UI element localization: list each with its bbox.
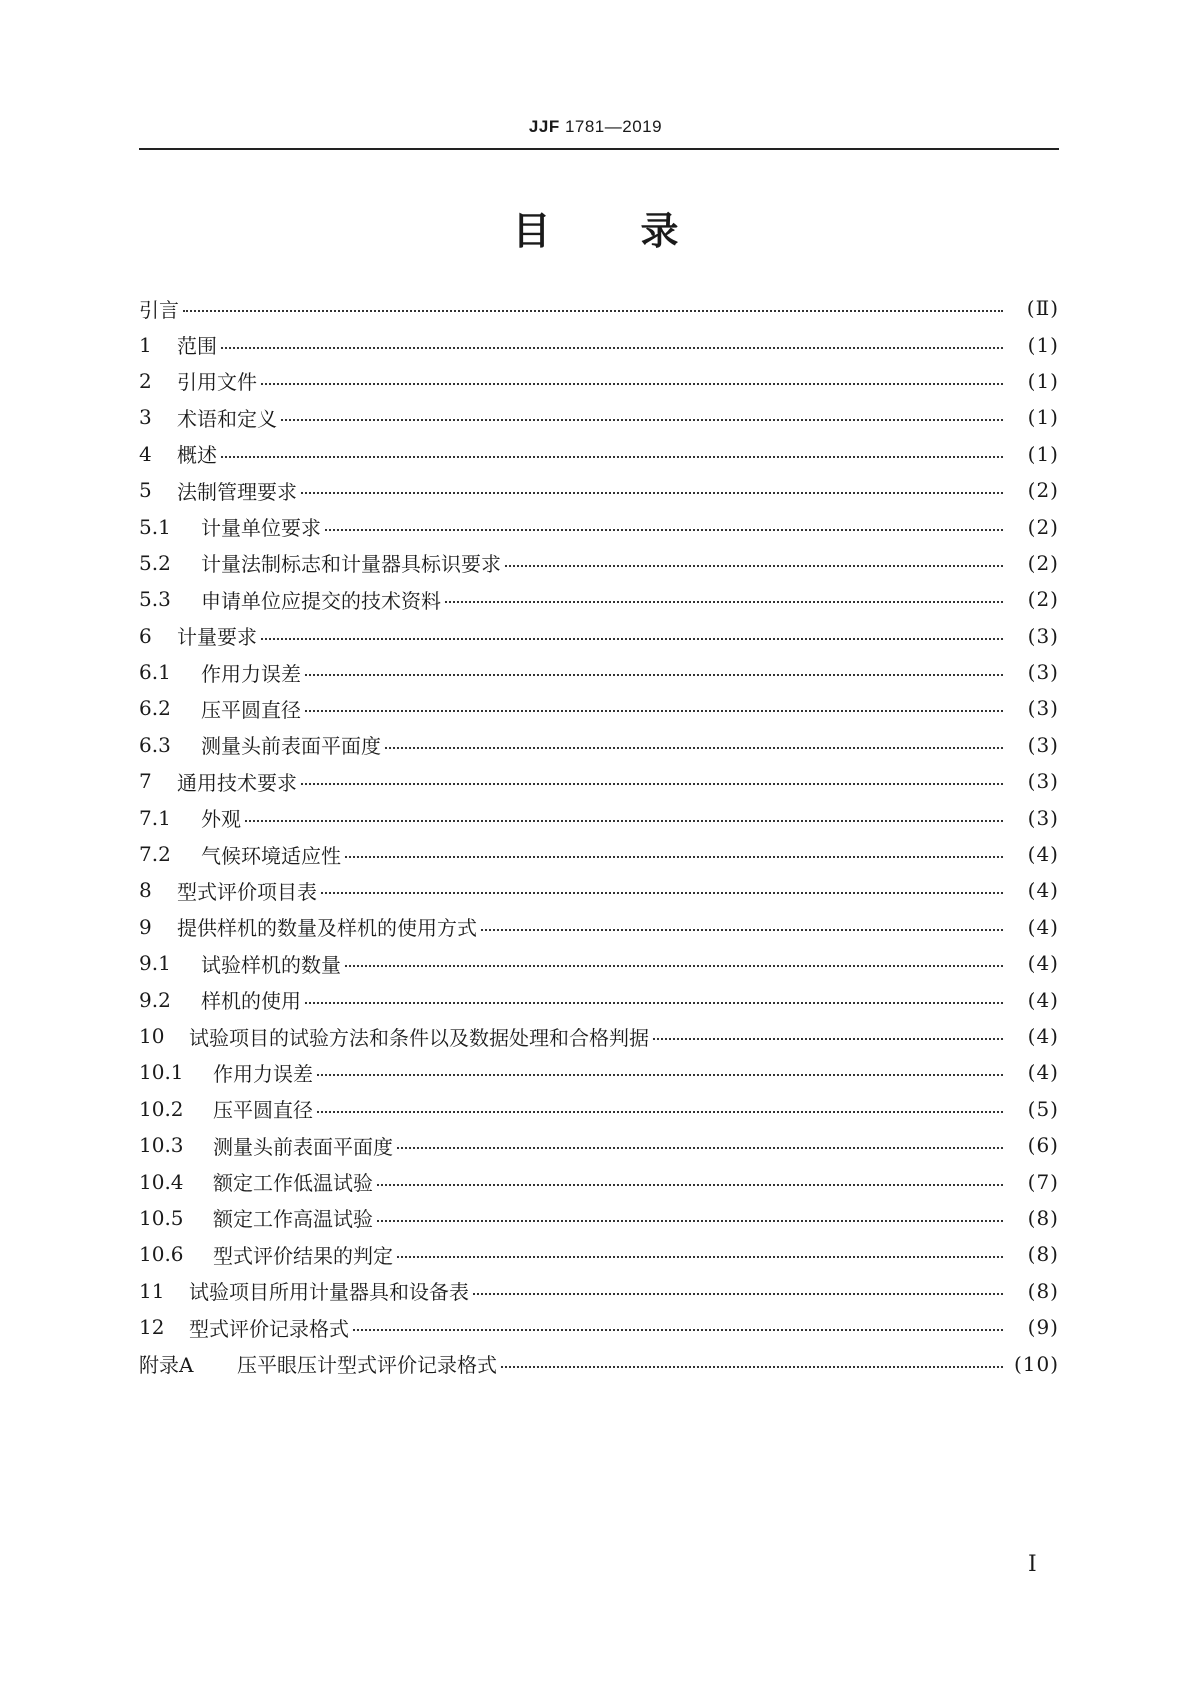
toc-entry-5-1[interactable] xyxy=(139,508,1059,544)
toc-entry-page: (3) xyxy=(1027,660,1059,685)
toc-entry-page: (3) xyxy=(1027,732,1059,757)
toc-entry-number: 9.2 xyxy=(139,987,171,1012)
toc-leader xyxy=(377,1184,1003,1186)
toc-leader xyxy=(221,347,1003,349)
toc-entry-page: (1) xyxy=(1027,405,1059,430)
toc-leader xyxy=(397,1256,1003,1258)
document-code-prefix: JJF xyxy=(528,117,560,136)
toc-entry-page: (4) xyxy=(1027,951,1059,976)
toc-entry-page: (8) xyxy=(1027,1242,1059,1267)
toc-entry-10-1[interactable] xyxy=(139,1054,1059,1090)
toc-entry-title: 额定工作低温试验 xyxy=(213,1171,373,1196)
toc-leader xyxy=(281,419,1003,421)
toc-entry-title: 通用技术要求 xyxy=(177,770,297,795)
toc-leader xyxy=(301,492,1003,494)
toc-entry-number: 9 xyxy=(139,914,152,939)
toc-entry-10-6[interactable] xyxy=(139,1236,1059,1272)
toc-entry-title: 范围 xyxy=(177,334,217,359)
toc-entry-10-4[interactable] xyxy=(139,1163,1059,1199)
toc-entry-8[interactable] xyxy=(139,872,1059,908)
toc-entry-title: 压平眼压计型式评价记录格式 xyxy=(237,1353,497,1378)
table-of-contents xyxy=(139,290,1059,1382)
toc-entry-title: 申请单位应提交的技术资料 xyxy=(201,588,441,613)
toc-entry-number: 4 xyxy=(139,441,152,466)
toc-entry-page: (1) xyxy=(1027,368,1059,393)
toc-entry-title: 术语和定义 xyxy=(177,406,277,431)
toc-entry-number: 7.2 xyxy=(139,842,171,867)
toc-leader xyxy=(501,1366,1003,1368)
document-code xyxy=(0,117,1191,137)
toc-entry-7-2[interactable] xyxy=(139,836,1059,872)
toc-entry-3[interactable] xyxy=(139,399,1059,435)
toc-leader xyxy=(653,1038,1003,1040)
toc-entry-4[interactable] xyxy=(139,436,1059,472)
toc-leader xyxy=(377,1220,1003,1222)
toc-entry-number: 5 xyxy=(139,478,152,503)
toc-entry-page: (3) xyxy=(1027,805,1059,830)
toc-entry-title: 作用力误差 xyxy=(201,661,301,686)
toc-entry-page: (3) xyxy=(1027,769,1059,794)
toc-entry-number: 11 xyxy=(139,1278,165,1303)
toc-entry-intro[interactable] xyxy=(139,290,1059,326)
toc-entry-number: 1 xyxy=(139,332,152,357)
toc-entry-page: (8) xyxy=(1027,1278,1059,1303)
toc-entry-9[interactable] xyxy=(139,909,1059,945)
toc-entry-12[interactable] xyxy=(139,1309,1059,1345)
toc-entry-page: (4) xyxy=(1027,842,1059,867)
toc-entry-page: (2) xyxy=(1027,478,1059,503)
toc-leader xyxy=(345,965,1003,967)
toc-leader xyxy=(445,601,1003,603)
toc-entry-title: 试验项目所用计量器具和设备表 xyxy=(189,1280,469,1305)
toc-entry-page: (6) xyxy=(1027,1133,1059,1158)
toc-entry-10-3[interactable] xyxy=(139,1127,1059,1163)
toc-entry-title: 引用文件 xyxy=(177,370,257,395)
toc-leader xyxy=(261,383,1003,385)
toc-leader xyxy=(245,820,1003,822)
toc-entry-title: 引言 xyxy=(139,297,179,322)
toc-leader xyxy=(305,1002,1003,1004)
toc-entry-page: (4) xyxy=(1027,914,1059,939)
toc-entry-title: 计量单位要求 xyxy=(201,516,321,541)
toc-entry-page: (5) xyxy=(1027,1096,1059,1121)
toc-entry-10-2[interactable] xyxy=(139,1091,1059,1127)
toc-entry-5-2[interactable] xyxy=(139,545,1059,581)
toc-leader xyxy=(317,1074,1003,1076)
toc-leader xyxy=(321,892,1003,894)
toc-entry-number: 10.6 xyxy=(139,1242,184,1267)
toc-entry-page: (1) xyxy=(1027,332,1059,357)
toc-entry-title: 法制管理要求 xyxy=(177,479,297,504)
toc-leader xyxy=(183,310,1003,312)
toc-entry-title: 计量要求 xyxy=(177,625,257,650)
toc-entry-10[interactable] xyxy=(139,1018,1059,1054)
toc-leader xyxy=(397,1147,1003,1149)
toc-entry-number: 6.3 xyxy=(139,732,171,757)
toc-entry-number: 9.1 xyxy=(139,951,171,976)
toc-leader xyxy=(353,1329,1003,1331)
toc-entry-6-3[interactable] xyxy=(139,727,1059,763)
toc-entry-title: 测量头前表面平面度 xyxy=(213,1134,393,1159)
page-title-char-1: 目 xyxy=(512,209,551,253)
toc-entry-number: 5.3 xyxy=(139,587,171,612)
toc-entry-6-1[interactable] xyxy=(139,654,1059,690)
toc-entry-title: 样机的使用 xyxy=(201,989,301,1014)
toc-leader xyxy=(317,1111,1003,1113)
toc-entry-page: (4) xyxy=(1027,1060,1059,1085)
toc-entry-6[interactable] xyxy=(139,618,1059,654)
toc-entry-title: 型式评价项目表 xyxy=(177,879,317,904)
toc-leader xyxy=(325,529,1003,531)
toc-entry-7[interactable] xyxy=(139,763,1059,799)
toc-entry-title: 额定工作高温试验 xyxy=(213,1207,373,1232)
toc-entry-number: 6.1 xyxy=(139,660,171,685)
toc-entry-6-2[interactable] xyxy=(139,690,1059,726)
toc-entry-number: 3 xyxy=(139,405,152,430)
toc-entry-title: 压平圆直径 xyxy=(201,697,301,722)
page-number: Ⅰ xyxy=(1028,1552,1037,1577)
toc-entry-page: (9) xyxy=(1027,1315,1059,1340)
toc-entry-page: (10) xyxy=(1013,1351,1059,1376)
toc-entry-page: (7) xyxy=(1027,1169,1059,1194)
toc-entry-title: 试验样机的数量 xyxy=(201,952,341,977)
toc-entry-title: 概述 xyxy=(177,443,217,468)
toc-entry-number: 10 xyxy=(139,1024,165,1048)
toc-entry-number: 附录A xyxy=(139,1353,194,1378)
toc-entry-title: 试验项目的试验方法和条件以及数据处理和合格判据 xyxy=(189,1025,649,1050)
toc-entry-page: (3) xyxy=(1027,623,1059,648)
toc-entry-number: 2 xyxy=(139,368,152,393)
toc-entry-number: 10.2 xyxy=(139,1096,184,1121)
toc-entry-title: 作用力误差 xyxy=(213,1061,313,1086)
toc-entry-number: 10.3 xyxy=(139,1133,184,1158)
toc-entry-title: 测量头前表面平面度 xyxy=(201,734,381,759)
toc-entry-page: (Ⅱ) xyxy=(1026,296,1059,321)
toc-entry-10-5[interactable] xyxy=(139,1200,1059,1236)
toc-leader xyxy=(385,747,1003,749)
toc-entry-number: 5.2 xyxy=(139,550,171,575)
toc-entry-number: 10.4 xyxy=(139,1169,184,1194)
toc-leader xyxy=(345,856,1003,858)
toc-entry-9-1[interactable] xyxy=(139,945,1059,981)
toc-entry-5-3[interactable] xyxy=(139,581,1059,617)
toc-entry-number: 10.5 xyxy=(139,1205,184,1230)
toc-entry-page: (4) xyxy=(1027,878,1059,903)
toc-entry-9-2[interactable] xyxy=(139,981,1059,1017)
header-divider xyxy=(139,148,1059,150)
toc-entry-page: (4) xyxy=(1027,987,1059,1012)
toc-entry-number: 6 xyxy=(139,623,152,648)
toc-entry-5[interactable] xyxy=(139,472,1059,508)
toc-entry-number: 8 xyxy=(139,878,152,903)
toc-entry-number: 6.2 xyxy=(139,696,171,721)
toc-leader xyxy=(301,783,1003,785)
page-title xyxy=(0,200,1191,255)
toc-entry-number: 5.1 xyxy=(139,514,171,539)
page-title-char-2: 录 xyxy=(640,209,679,253)
toc-leader xyxy=(481,929,1003,931)
toc-leader xyxy=(305,674,1003,676)
toc-entry-appendix-a[interactable] xyxy=(139,1345,1059,1381)
toc-entry-number: 7.1 xyxy=(139,805,171,830)
toc-entry-title: 提供样机的数量及样机的使用方式 xyxy=(177,916,477,941)
toc-entry-title: 型式评价记录格式 xyxy=(189,1316,349,1341)
toc-leader xyxy=(505,565,1003,567)
toc-leader xyxy=(221,456,1003,458)
toc-entry-2[interactable] xyxy=(139,363,1059,399)
toc-entry-page: (8) xyxy=(1027,1205,1059,1230)
toc-entry-number: 10.1 xyxy=(139,1060,184,1085)
toc-leader xyxy=(473,1293,1003,1295)
toc-entry-number: 12 xyxy=(139,1315,165,1340)
document-code-number: 1781—2019 xyxy=(564,117,663,136)
toc-entry-page: (1) xyxy=(1027,441,1059,466)
toc-entry-11[interactable] xyxy=(139,1273,1059,1309)
toc-entry-title: 计量法制标志和计量器具标识要求 xyxy=(201,552,501,577)
toc-entry-page: (4) xyxy=(1027,1024,1059,1048)
toc-entry-page: (2) xyxy=(1027,550,1059,575)
toc-entry-page: (3) xyxy=(1027,696,1059,721)
toc-entry-title: 型式评价结果的判定 xyxy=(213,1243,393,1268)
toc-leader xyxy=(305,710,1003,712)
toc-entry-title: 压平圆直径 xyxy=(213,1098,313,1123)
toc-entry-1[interactable] xyxy=(139,326,1059,362)
toc-entry-title: 气候环境适应性 xyxy=(201,843,341,868)
toc-leader xyxy=(261,638,1003,640)
toc-entry-page: (2) xyxy=(1027,587,1059,612)
toc-entry-7-1[interactable] xyxy=(139,799,1059,835)
toc-entry-title: 外观 xyxy=(201,807,241,832)
toc-entry-page: (2) xyxy=(1027,514,1059,539)
toc-entry-number: 7 xyxy=(139,769,152,794)
